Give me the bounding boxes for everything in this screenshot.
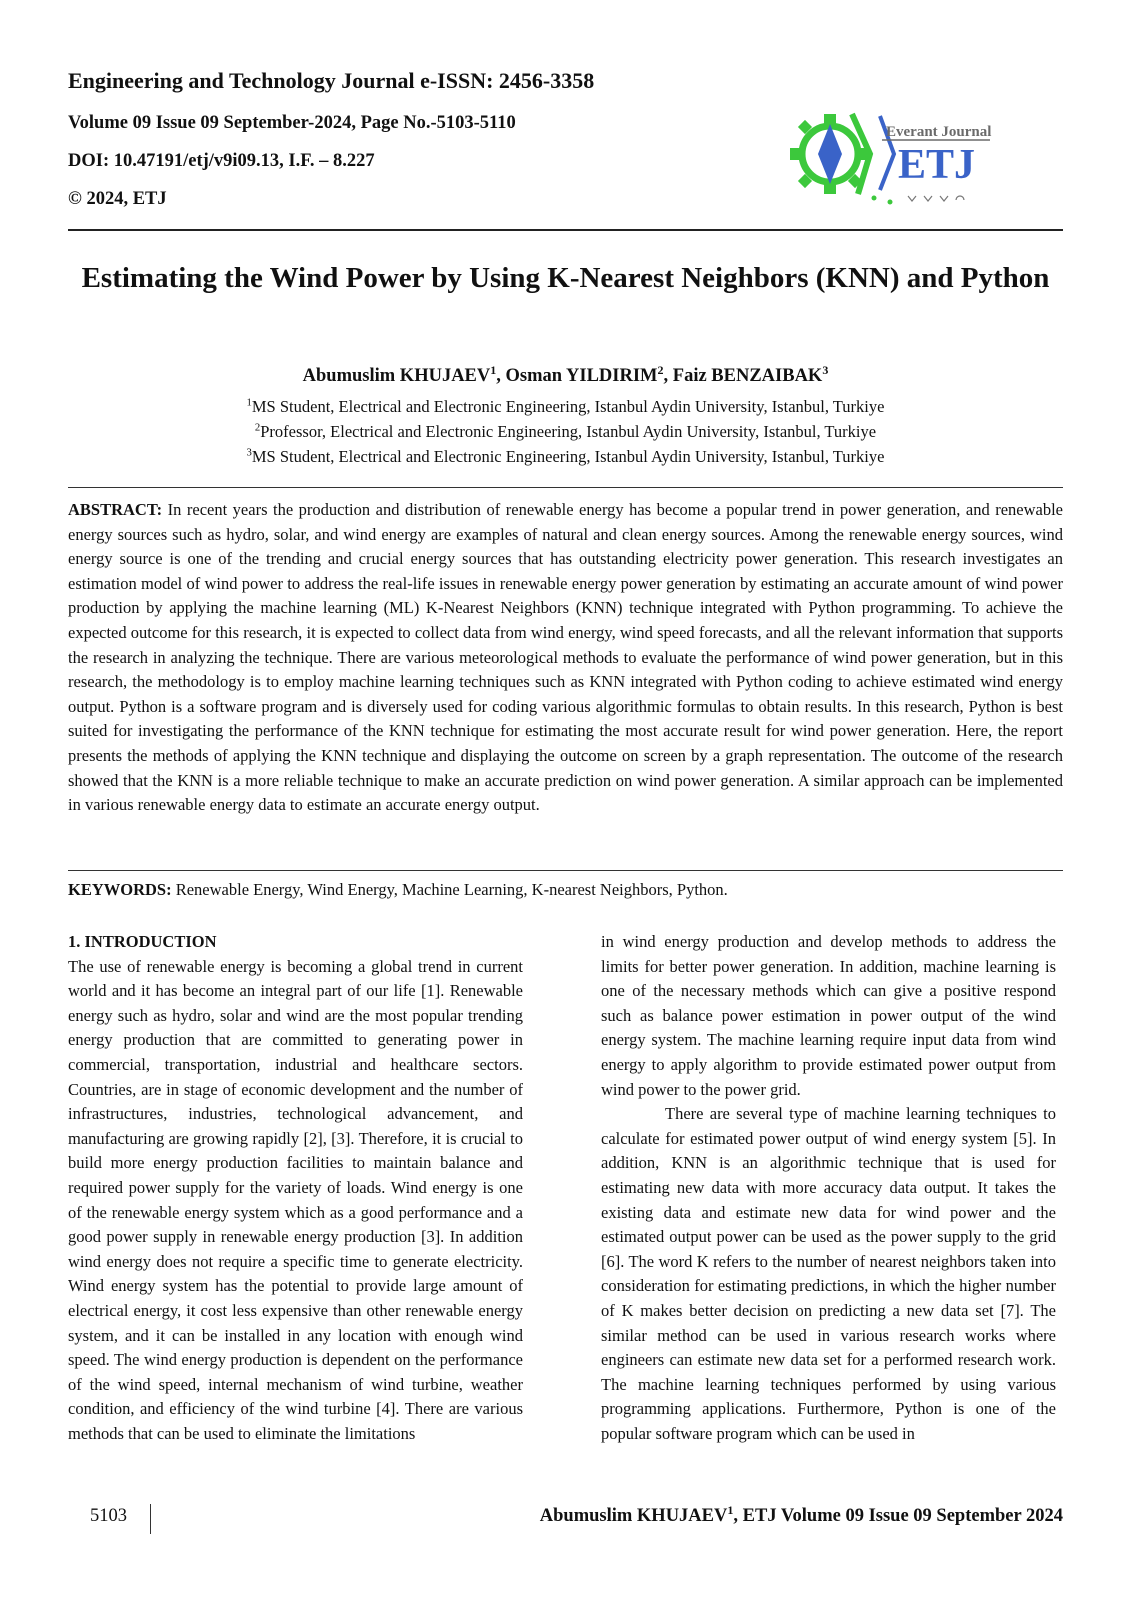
abstract-text: In recent years the production and distribution of renewable energy has become a popular trend in power generation, and renewable energy sources such as hydro, solar, and wind energy are examples of natural and clean energy sources. Among the renewable energy sources, wind energy source is one of the trending and crucial energy sources that has outstanding electricity power generation. This research investigates an estimation model of wind power to address the real-life issues in renewable energy power generation by estimating an accurate amount of wind power production by applying the machine learning (ML) K-Nearest Neighbors (KNN) technique integrated with Python programming. To achieve the expected outcome for this research, it is expected to collect data from wind energy, wind speed forecasts, and all the relevant information that supports the research in analyzing the technique. There are various meteorological methods to evaluate the performance of wind power generation, but in this research, the methodology is to employ machine learning techniques such as KNN integrated with Python coding to achieve estimated wind energy output. Python is a software program and is diversely used for coding various algorithmic formulas to obtain results. In this research, Python is best suited for investigating the performance of the KNN technique for estimating the most accurate result for wind power generation. Here, the report presents the methods of applying the KNN technique and displaying the outcome on screen by a graph representation. The outcome of the research showed that the KNN is a more reliable technique to make an accurate prediction on wind power generation. A similar approach can be implemented in various renewable energy data to estimate an accurate energy output. — [68, 500, 1063, 815]
affiliation — [68, 447, 1063, 467]
author-sup: 1 — [490, 362, 497, 377]
etj-logo — [790, 104, 1010, 212]
abstract-label: ABSTRACT: — [68, 500, 163, 519]
affiliation-text: MS Student, Electrical and Electronic Engineering, Istanbul Aydin University, Istanbul, Turkiye — [251, 447, 885, 466]
running-footer — [539, 1502, 1063, 1527]
keywords-label: KEYWORDS: — [68, 880, 172, 899]
affiliation — [68, 397, 1063, 417]
abstract-top-rule — [68, 487, 1063, 488]
author-list — [68, 362, 1063, 387]
affiliation — [68, 422, 1063, 442]
paragraph: in wind energy production and develop methods to address the limits for better power generation. In addition, machine learning is one of the necessary methods which can give a positive respond such as balance power estimation in power output of the wind energy system. The machine learning require input data from wind energy to apply algorithm to provide estimated power output from wind power to the power grid. — [601, 932, 1056, 1099]
paragraph: There are several type of machine learning techniques to calculate for estimated power output of wind energy system [5]. In addition, KNN is an algorithmic technique that is used for estimating new data with more accuracy data output. It takes the existing data and estimate new data for wind power and the estimated output power can be used as the power supply to the grid [6]. The word K refers to the number of nearest neighbors taken into consideration for estimating predictions, in which the higher number of K makes better decision on predicting a new data set [7]. The similar method can be used in various research works where engineers can estimate new data set for a performed research work. The machine learning techniques performed by using various programming applications. Furthermore, Python is one of the popular software program which can be used in — [601, 1104, 1056, 1443]
running-author: Abumuslim KHUJAEV — [539, 1506, 728, 1526]
author-name: Osman YILDIRIM — [505, 366, 658, 386]
paragraph: The use of renewable energy is becoming a global trend in current world and it has become an integral part of our life [1]. Renewable energy such as hydro, solar and wind are the most popular trending energy production that are committed to generating power in commercial, transportation, industrial and healthcare sectors. Countries, are in stage of economic development and the number of infrastructures, industries, technological advancement, and manufacturing are growing rapidly [2], [3]. Therefore, it is crucial to build more energy production facilities to maintain balance and required power supply for the variety of loads. Wind energy is one of the renewable energy system which as a good performance and a good power supply in renewable energy production [3]. In addition wind energy does not require a specific time to generate electricity. Wind energy system has the potential to provide large amount of electrical energy, it cost less expensive than other renewable energy system, and it can be installed in any location with enough wind speed. The wind energy production is dependent on the performance of the wind speed, internal mechanism of wind turbine, weather condition, and efficiency of the wind turbine [4]. There are various methods that can be used to eliminate the limitations — [68, 956, 523, 1443]
affiliation-sup: 2 — [254, 421, 261, 434]
running-sup: 1 — [727, 1502, 734, 1517]
journal-name: Engineering and Technology Journal e-ISSN: 2456-3358 — [68, 68, 595, 93]
page-number: 5103 — [90, 1506, 127, 1526]
affiliation-text: MS Student, Electrical and Electronic Engineering, Istanbul Aydin University, Istanbul, Turkiye — [251, 397, 885, 416]
affiliation-text: Professor, Electrical and Electronic Engineering, Istanbul Aydin University, Istanbul, Turkiye — [260, 422, 877, 441]
author-sup: 3 — [822, 362, 829, 377]
right-column — [601, 930, 1056, 1446]
keywords-text: Renewable Energy, Wind Energy, Machine Learning, K-nearest Neighbors, Python. — [171, 880, 728, 899]
keywords — [68, 880, 1063, 900]
etj-logo-graphic — [790, 104, 1010, 212]
volume-info: Volume 09 Issue 09 September-2024, Page No.-5103-5110 — [68, 113, 516, 133]
footer-divider — [150, 1504, 151, 1534]
running-rest: , ETJ Volume 09 Issue 09 September 2024 — [733, 1506, 1063, 1526]
doi-info: DOI: 10.47191/etj/v9i09.13, I.F. – 8.227 — [68, 151, 375, 171]
page-footer — [68, 1502, 1063, 1538]
author-separator: , — [663, 366, 673, 386]
copyright: © 2024, ETJ — [68, 189, 167, 209]
left-column — [68, 930, 523, 1446]
abstract — [68, 498, 1063, 818]
affiliation-sup: 3 — [246, 446, 252, 459]
section-heading: 1. INTRODUCTION — [68, 932, 217, 951]
header-rule — [68, 229, 1063, 231]
author-separator: , — [496, 366, 506, 386]
author-sup: 2 — [657, 362, 664, 377]
logo-wordmark: Everant Journal — [886, 124, 992, 140]
keywords-rule — [68, 870, 1063, 871]
author-name: Abumuslim KHUJAEV — [302, 366, 491, 386]
paper-title: Estimating the Wind Power by Using K-Nearest Neighbors (KNN) and Python — [81, 262, 1050, 294]
author-name: Faiz BENZAIBAK — [672, 366, 823, 386]
affiliation-sup: 1 — [246, 396, 252, 409]
logo-etj-letters: ETJ — [898, 142, 976, 188]
